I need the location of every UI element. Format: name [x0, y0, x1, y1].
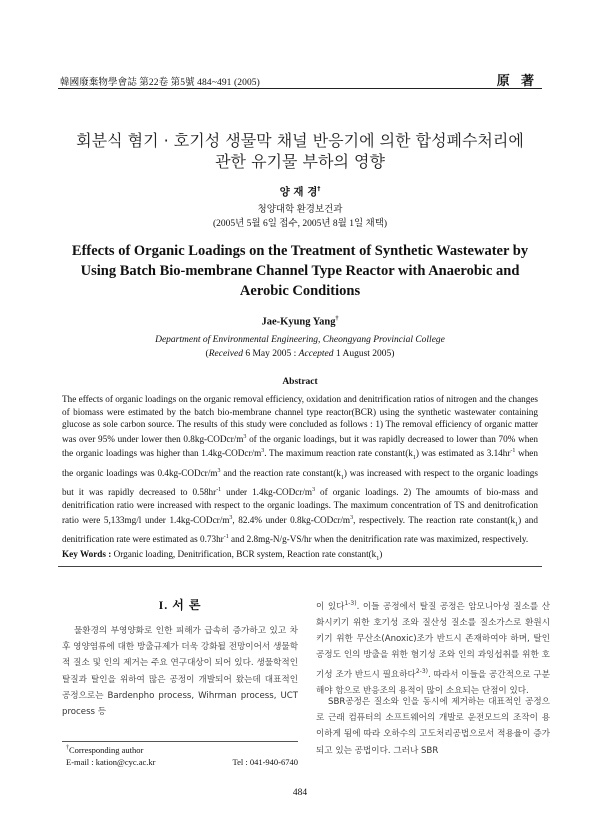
abstract-text: , 82.4% under 0.8kg-CODcr/m [232, 514, 351, 525]
korean-dates: (2005년 5월 6일 접수, 2005년 8월 1일 채택) [212, 219, 388, 229]
intro-paragraph-3: SBR공정은 질소와 인을 동시에 제거하는 대표적인 공정으로 근래 컴퓨터의 소프트웨어의 개발로 운전모드의 조작이 용이하게 됨에 따라 오하수의 고도처리공법으로서 적용율이 증가되고 있는 공법이다. 그러나 SBR [316, 697, 550, 756]
abstract-heading: Abstract [282, 377, 318, 387]
journal-header: 韓國廢棄物學會誌 第22卷 第5號 484~491 (2005) [60, 78, 260, 88]
header-rule [58, 88, 542, 89]
abstract-text: ) was estimated as 3.14hr [415, 448, 511, 459]
dates-open: ( [205, 349, 209, 359]
sup: -1 [510, 448, 516, 455]
keywords-label: Key Words : [62, 549, 114, 559]
footnote-label: Corresponding author [69, 745, 144, 755]
korean-title-line2: 관한 유기물 부하의 영향 [215, 152, 385, 171]
footnote-contact [66, 757, 298, 767]
abstract-text: ) and denitrification rate were estimated as 0.73hr [62, 514, 538, 545]
sup: 3 [312, 487, 316, 494]
english-author [0, 316, 600, 328]
section-heading: I. 서 론 [158, 598, 202, 612]
korean-affiliation: 청양대학 환경보건과 [257, 205, 343, 215]
sup: -1 [223, 534, 229, 541]
korean-title-line1: 회분식 혐기 · 호기성 생물막 채널 반응기에 의한 합성폐수처리에 [76, 131, 524, 150]
english-title-line2: Using Batch Bio-membrane Channel Type Reactor with Anaerobic and [80, 263, 520, 279]
sup: 3 [217, 467, 221, 474]
intro-paragraph-2 [316, 596, 550, 699]
received-date: 6 May 2005 : [242, 349, 299, 359]
sup: 3 [229, 514, 233, 521]
abstract-text: , respectively. The reaction rate constant(k [353, 514, 516, 525]
keywords-close: ) [379, 549, 383, 559]
korean-author-name: 양 재 경 [279, 186, 318, 198]
abstract-text: when the organic loadings was 0.4kg-CODcr/m [62, 448, 538, 478]
sup: 3 [261, 448, 265, 455]
abstract-text: of the organic loadings, but it was rapidly decreased to lower than 70% when the organic loadings was higher than 1.4kg-CODcr/m [62, 433, 539, 459]
article-type-label: 原 著 [496, 73, 538, 88]
sup: 3 [350, 514, 354, 521]
keywords-rule [58, 566, 542, 567]
footnote-corresponding [66, 745, 143, 755]
sup: 3 [243, 433, 247, 440]
sub: 1 [515, 521, 519, 528]
intro-paragraph-1: 물환경의 부영양화로 인한 피해가 급속히 증가하고 있고 차후 영양염류에 대한 방출규제가 더욱 강화될 전망이어서 생물학적 질소 및 인의 제거는 주요 연구대상이 되어 있다. 생물학적인 탈질과 탈인을 위하여 많은 공정이 개발되어 왔는데 대표적인 공정으로는 Bardenpho process, Wihrman process, UCT process 등 [62, 626, 298, 718]
footnote-tel: Tel : 041-940-6740 [232, 757, 298, 767]
para-text: . 이들 공정에서 탈질 공정은 암모니아성 질소를 산화시키기 위한 호기성 조와 질산성 질소를 질소가스로 환원시키기 위한 무산소(Anoxic)조가 반드시 존재하여야 하며, 탈인 공정도 인의 방출을 위한 혐기성 조와 인의 과잉섭취를 위한 호기성 조가 반드시 필요하다 [316, 601, 551, 680]
abstract-text: ) was increased with respect to the organic loadings but it was rapidly decreased to 0.58hr [62, 467, 538, 498]
received-label: Received [208, 349, 243, 359]
accepted-label: Accepted [298, 349, 334, 359]
keywords-sub: 1 [376, 555, 380, 562]
english-title-line1: Effects of Organic Loadings on the Treatment of Synthetic Wastewater by [71, 243, 529, 259]
english-affiliation: Department of Environmental Engineering, Cheongyang Provincial College [155, 335, 445, 345]
korean-author-mark: † [317, 185, 321, 193]
keywords [62, 549, 382, 562]
citation: 1-3) [344, 600, 357, 607]
para-text: 이 있다 [316, 601, 345, 612]
sub: 1 [412, 455, 416, 462]
abstract-text: under 1.4kg-CODcr/m [221, 487, 313, 498]
para-text: . 따라서 이들을 공간적으로 구분해야 함으로 반응조의 용적이 많이 소요되는 단점이 있다. [316, 669, 550, 696]
footnote-rule [62, 741, 298, 742]
korean-title [60, 130, 540, 172]
english-author-mark: † [335, 316, 339, 322]
footnote-email: E-mail : kation@cyc.ac.kr [66, 757, 156, 767]
abstract-text: of organic loadings. 2) The amoumts of bio-mass and denitrification ratio were increased with respect to the organic loadings. The maximum concentration of TS and denitrofication ratio were 5,133mg/l under 1.4kg-CODcr/m [62, 487, 538, 525]
citation: 2-3) [415, 667, 428, 675]
abstract-text: . The maximum reaction rate constant(k [264, 448, 413, 459]
keywords-text: Organic loading, Denitrification, BCR system, Reaction rate constant(k [113, 549, 377, 559]
english-author-name: Jae-Kyung Yang [261, 316, 336, 328]
abstract-text: The effects of organic loadings on the organic removal efficiency, oxidation and denitrification ratios of nitrogen and the changes of biomass were estimated by the batch bio-membrane channel type reactor(BCR) using the synthetic wastewater containing glucose as sole carbon source. The results of this study were concluded as follows : 1) The removal efficiency of organic matter was over 95% under lower then 0.8kg-CODcr/m [62, 394, 538, 444]
korean-author [0, 184, 600, 199]
footnote-mark: † [66, 745, 69, 752]
abstract-text: and the reaction rate constant(k [220, 467, 341, 478]
abstract-text: and 2.8mg-N/g-VS/hr when the denitrification rate was maximized, respectively. [228, 534, 529, 545]
english-dates [0, 349, 600, 359]
sub: 1 [340, 474, 344, 481]
sup: -1 [216, 487, 222, 494]
page-number: 484 [292, 788, 308, 798]
abstract-body [62, 393, 538, 546]
english-title [68, 241, 532, 301]
accepted-date: 1 August 2005) [333, 349, 395, 359]
english-title-line3: Aerobic Conditions [239, 283, 361, 299]
